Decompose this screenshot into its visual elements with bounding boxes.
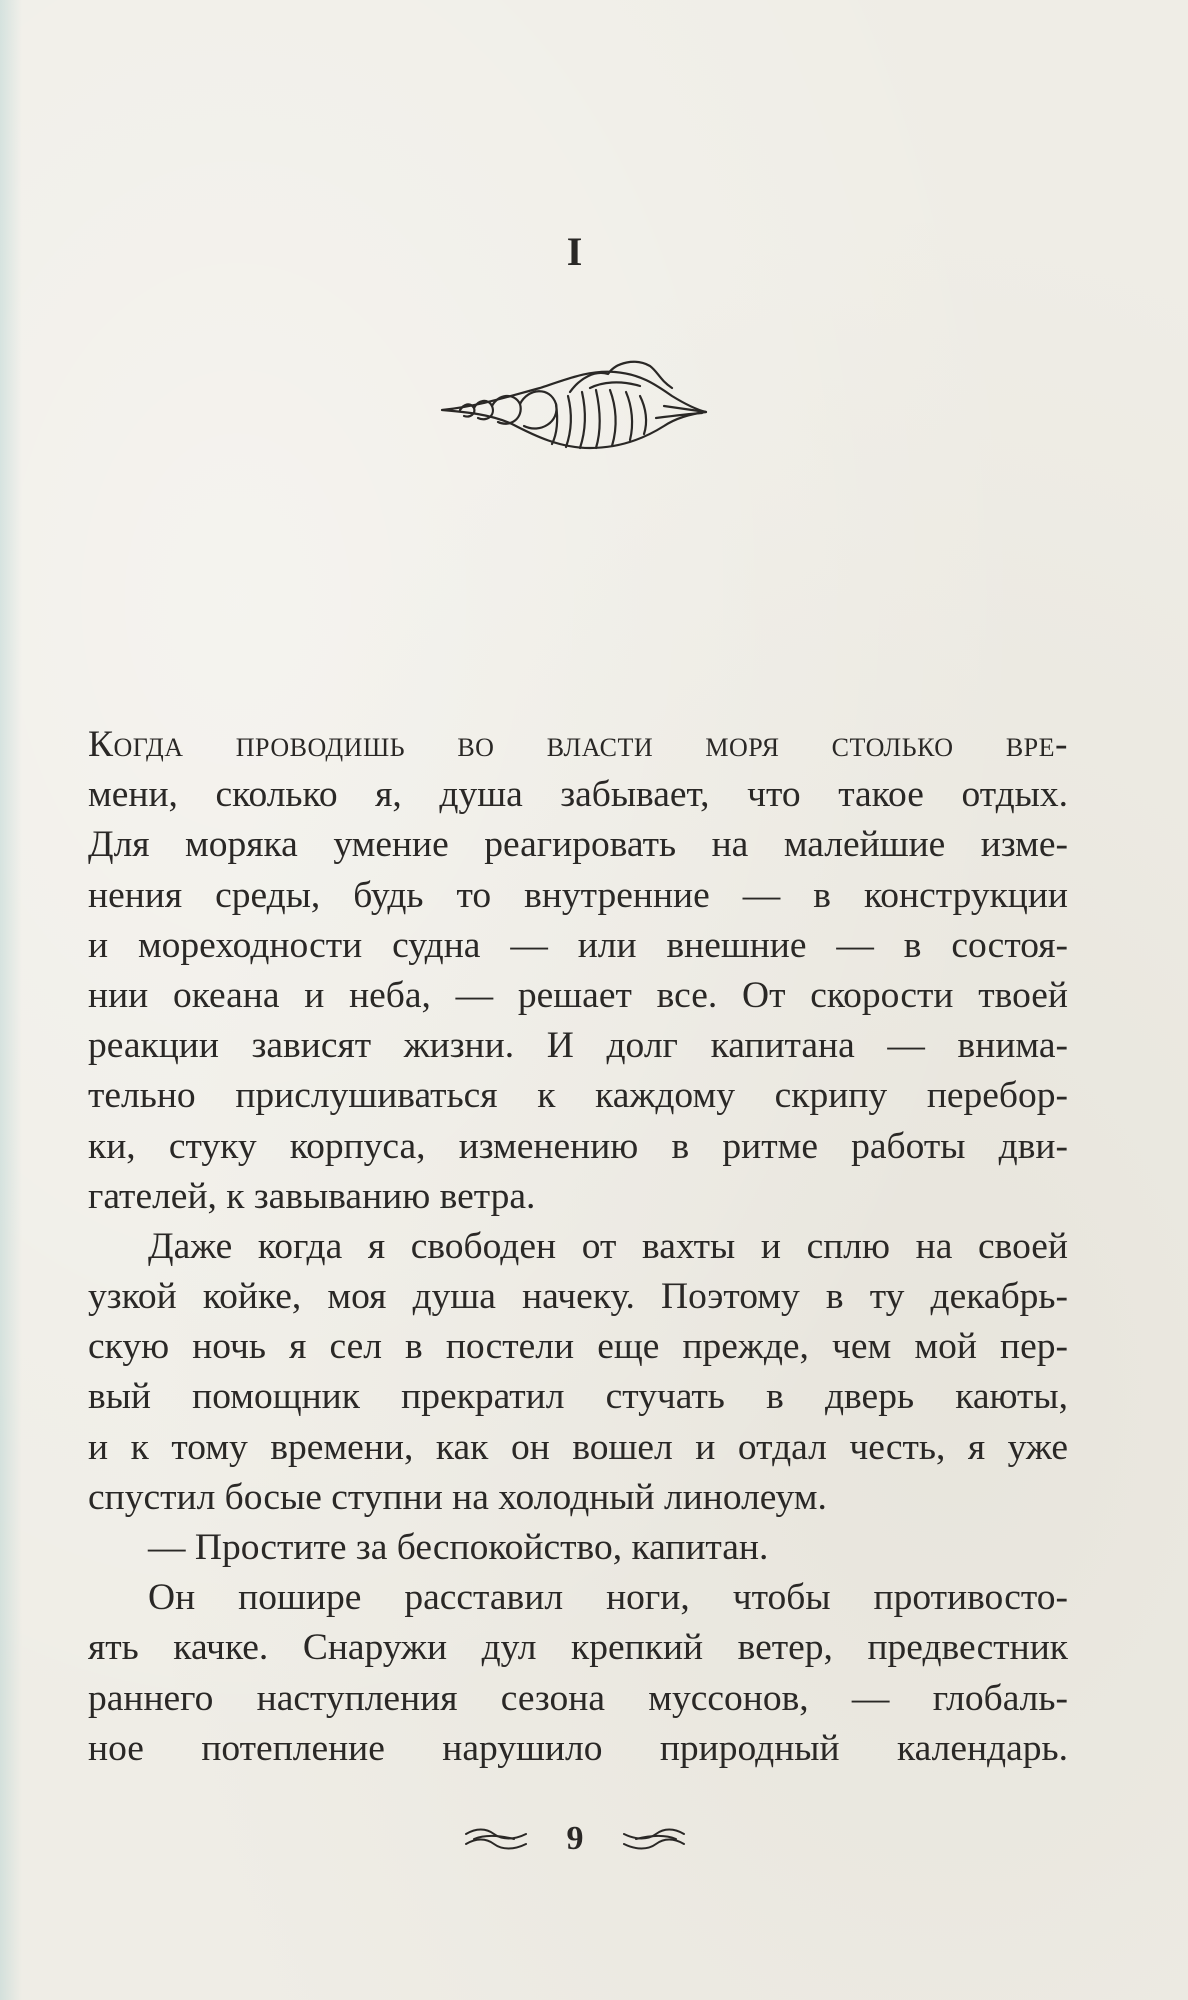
text-line: нения среды, будь то внутренние — в конструкции [88, 874, 1068, 916]
text-line: Для моряка умение реагировать на малейшие изме- [88, 824, 1068, 866]
text-line: ять качке. Снаружи дул крепкий ветер, предвестник [88, 1627, 1068, 1669]
page-footer [0, 1818, 1150, 1858]
text-line: и мореходности судна — или внешние — в состоя- [88, 924, 1068, 966]
chapter-number: I [566, 229, 584, 274]
text-line: скую ночь я сел в постели еще прежде, чем мой пер- [88, 1326, 1068, 1368]
text-line: и к тому времени, как он вошел и отдал честь, я уже [88, 1426, 1068, 1468]
text-line: — Простите за беспокойство, капитан. [148, 1527, 769, 1568]
flourish-left-icon [464, 1826, 528, 1852]
text-line: мени, сколько я, душа забывает, что такое отдых. [88, 774, 1068, 816]
text-line: спустил босые ступни на холодный линолеум. [88, 1476, 827, 1518]
text-line: вый помощник прекратил стучать в дверь каюты, [88, 1376, 1068, 1418]
text-line: Когда проводишь во власти моря столько вре- [88, 724, 1068, 765]
flourish-right-icon [622, 1826, 686, 1852]
page-number: 9 [566, 1820, 584, 1858]
text-line: узкой койке, моя душа начеку. Поэтому в ту декабрь- [88, 1276, 1068, 1318]
page-edge-shadow [0, 0, 22, 2000]
text-line: ное потепление нарушило природный календарь. [88, 1727, 1068, 1769]
body-text [88, 720, 1068, 1774]
text-line: Даже когда я свободен от вахты и сплю на своей [148, 1225, 1068, 1267]
text-line: тельно прислушиваться к каждому скрипу перебор- [88, 1075, 1068, 1117]
text-line: реакции зависят жизни. И долг капитана — внима- [88, 1025, 1068, 1067]
text-line: гателей, к завыванию ветра. [88, 1175, 536, 1217]
text-line: Он пошире расставил ноги, чтобы противосто- [148, 1577, 1068, 1619]
text-line: ки, стуку корпуса, изменению в ритме работы дви- [88, 1125, 1068, 1167]
seashell-icon [440, 348, 710, 458]
text-line: раннего наступления сезона муссонов, — глобаль- [88, 1677, 1068, 1719]
text-line: нии океана и неба, — решает все. От скорости твоей [88, 974, 1068, 1016]
